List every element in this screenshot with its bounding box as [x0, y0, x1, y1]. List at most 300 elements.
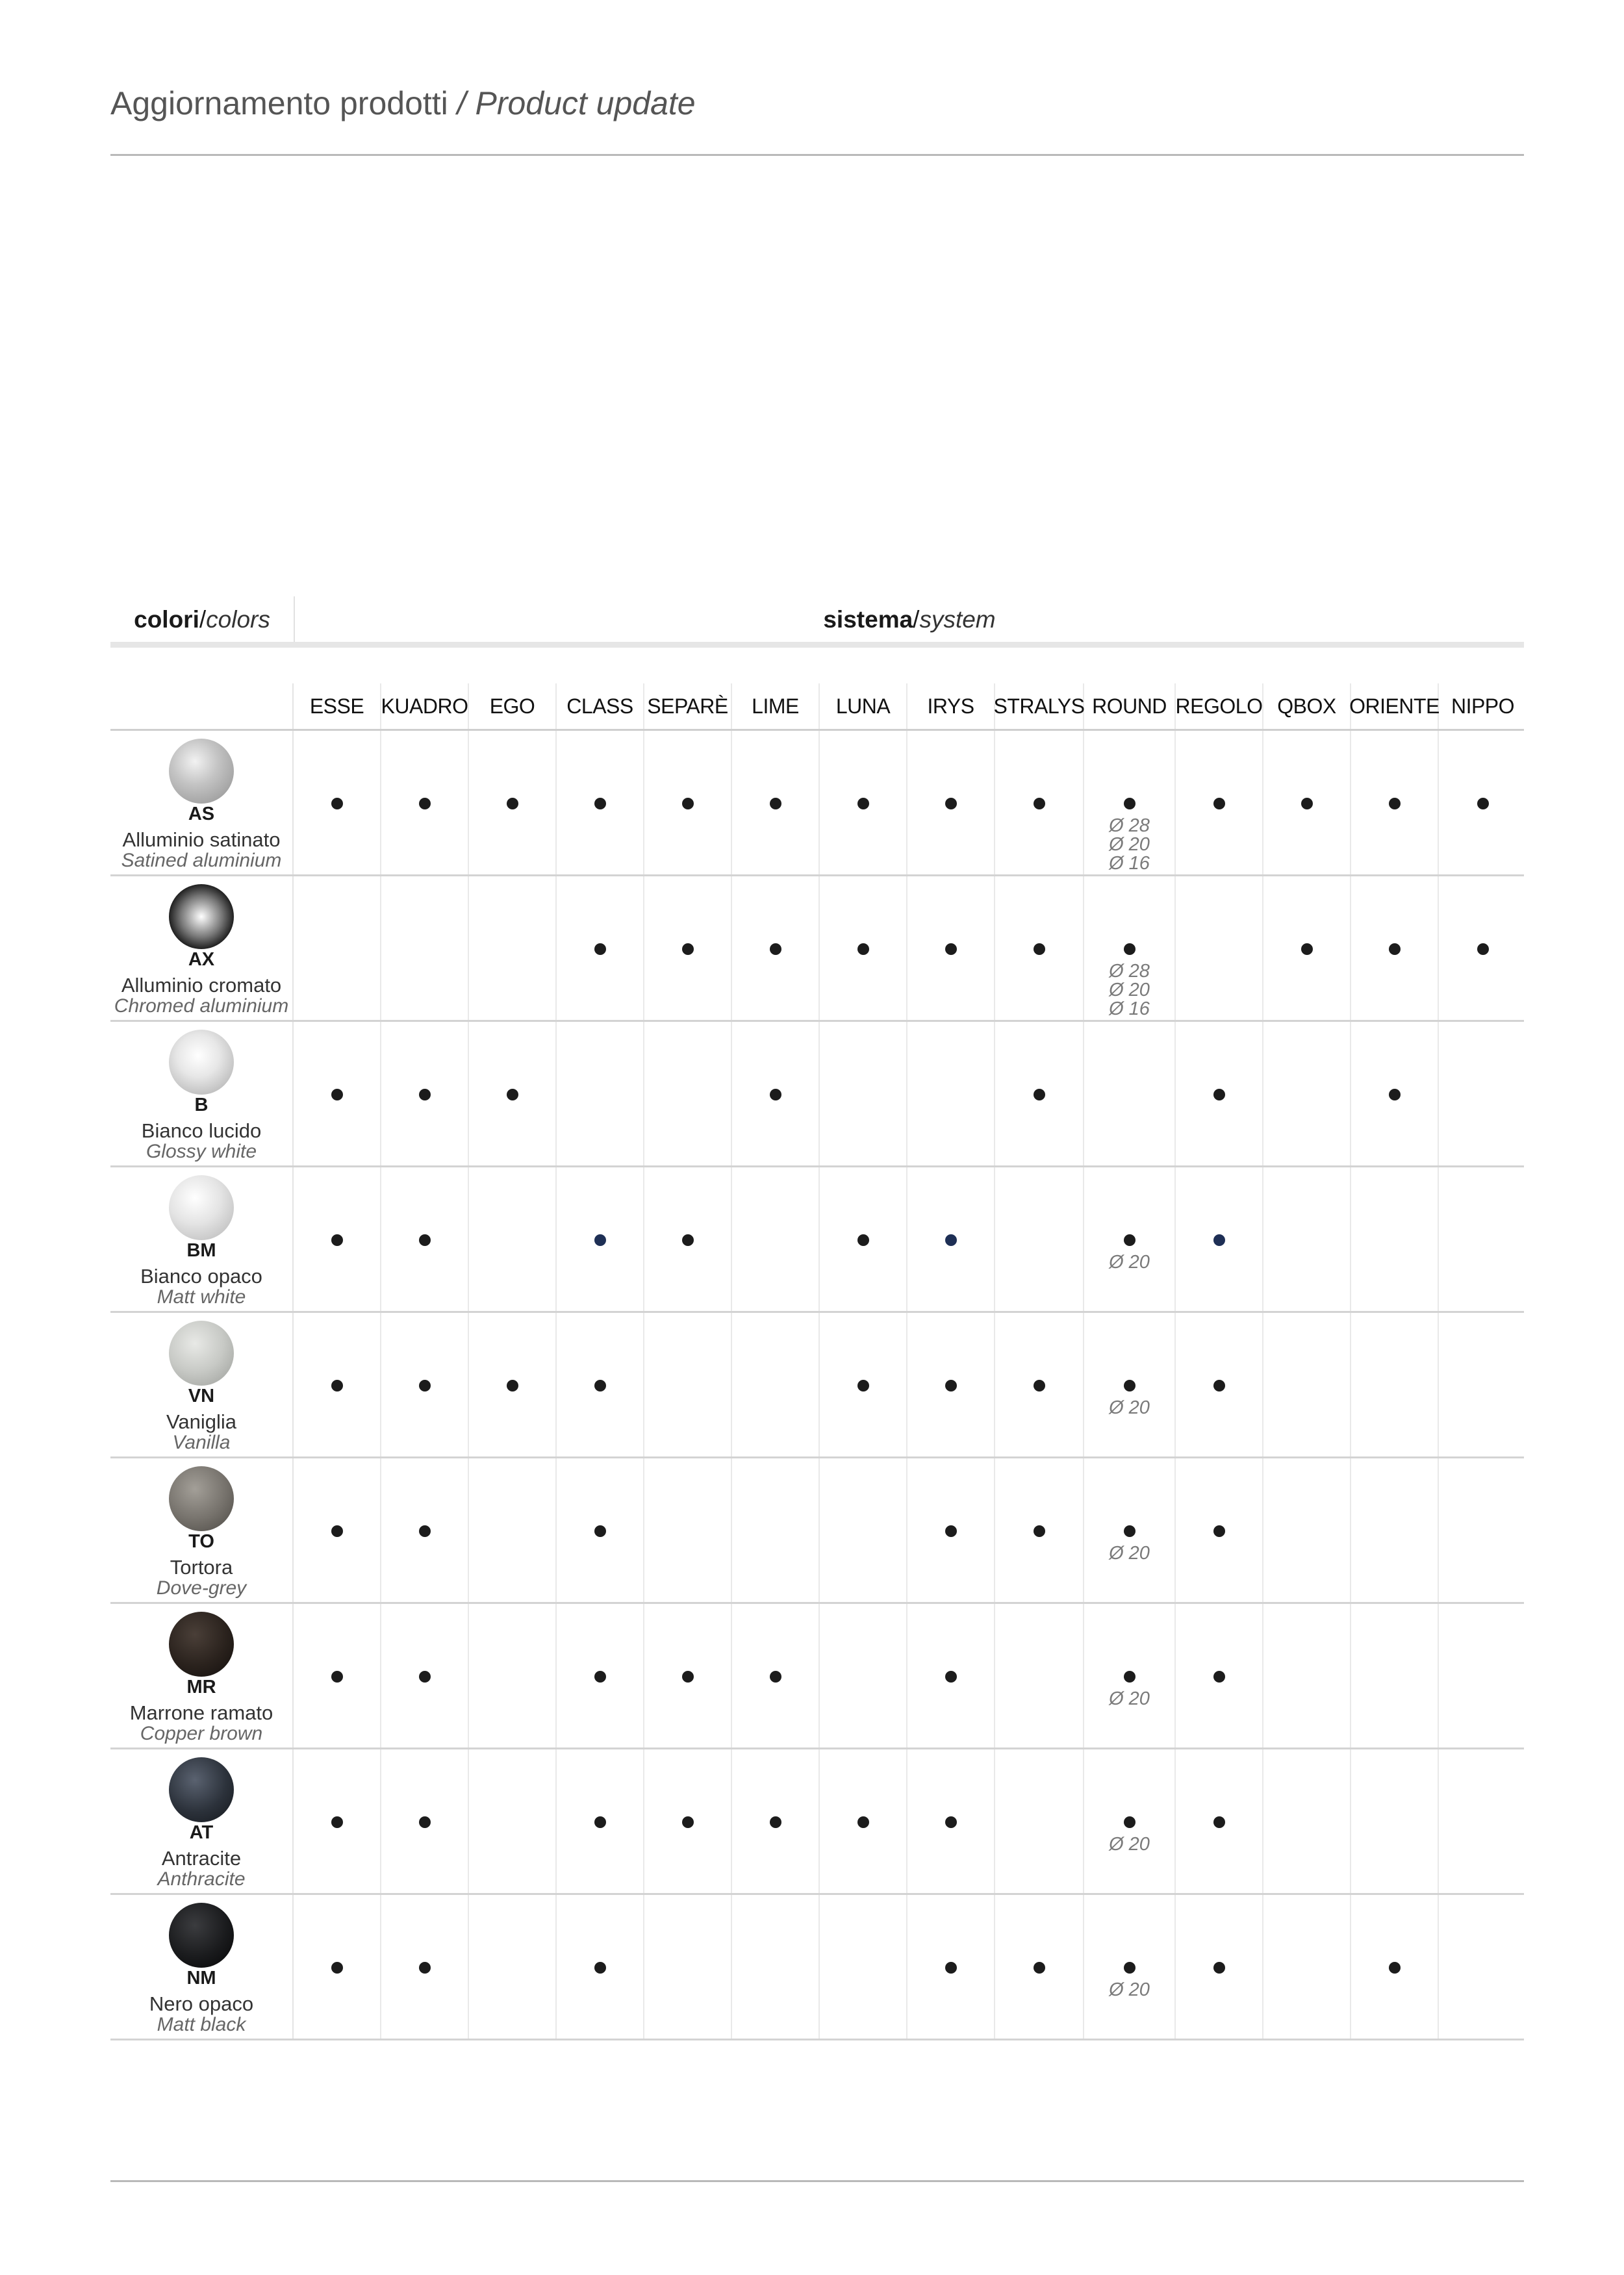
color-code: NM	[186, 1968, 216, 1989]
availability-cell	[820, 1022, 907, 1165]
availability-dot	[1213, 1671, 1225, 1683]
availability-cell	[907, 1313, 995, 1456]
color-swatch	[169, 739, 234, 804]
availability-cell	[1084, 1458, 1176, 1602]
availability-cell	[1176, 731, 1263, 874]
availability-dot	[1034, 1962, 1045, 1974]
availability-cell	[995, 1895, 1084, 2039]
availability-dot	[419, 1962, 431, 1974]
diameter-label: Ø 20	[1109, 980, 1150, 1000]
availability-dot	[1213, 1816, 1225, 1828]
availability-cell	[557, 876, 644, 1020]
color-swatch	[169, 1903, 234, 1968]
table-row	[110, 1022, 1524, 1167]
color-code: AS	[188, 804, 215, 824]
availability-dot	[1389, 1962, 1401, 1974]
system-heading-en: system	[919, 606, 996, 633]
availability-cell	[1263, 876, 1351, 1020]
availability-dot	[331, 798, 343, 809]
system-header-qbox: QBOX	[1263, 683, 1351, 729]
colors-heading	[110, 596, 295, 643]
availability-dot	[857, 943, 869, 955]
availability-dot	[594, 1380, 606, 1392]
color-name-italian: Bianco lucido	[141, 1119, 262, 1142]
availability-cell	[995, 1167, 1084, 1311]
availability-cell	[1263, 1167, 1351, 1311]
availability-dot	[1477, 943, 1489, 955]
color-cell	[110, 1604, 294, 1748]
diameter-label: Ø 20	[1109, 834, 1150, 855]
availability-cell	[557, 1604, 644, 1748]
system-header-oriente: ORIENTE	[1351, 683, 1439, 729]
availability-cell	[820, 876, 907, 1020]
color-name-english: Satined aluminium	[121, 850, 282, 871]
color-cell	[110, 1749, 294, 1893]
availability-cell	[1176, 1022, 1263, 1165]
title-separator: /	[448, 85, 476, 121]
system-header-regolo: REGOLO	[1176, 683, 1263, 729]
color-swatch	[169, 1175, 234, 1240]
color-code: TO	[188, 1531, 214, 1552]
availability-cell	[1176, 1604, 1263, 1748]
color-name-english: Vanilla	[172, 1432, 231, 1453]
color-cell	[110, 1313, 294, 1456]
availability-cell	[294, 876, 381, 1020]
availability-cell	[907, 1604, 995, 1748]
color-name-english: Anthracite	[157, 1868, 246, 1890]
availability-dot	[1124, 798, 1136, 809]
availability-dot	[1124, 1234, 1136, 1246]
system-header-lime: LIME	[732, 683, 820, 729]
availability-dot	[331, 1525, 343, 1537]
header-color-cell	[110, 683, 294, 729]
availability-cell	[820, 1167, 907, 1311]
availability-cell	[820, 1895, 907, 2039]
availability-dot	[331, 1380, 343, 1392]
availability-dot	[945, 1525, 957, 1537]
availability-cell	[820, 1749, 907, 1893]
availability-dot	[945, 1962, 957, 1974]
availability-cell	[469, 731, 557, 874]
availability-cell	[820, 1313, 907, 1456]
availability-dot	[331, 1816, 343, 1828]
availability-dot	[594, 1962, 606, 1974]
availability-dot	[419, 798, 431, 809]
availability-cell	[557, 1458, 644, 1602]
availability-dot	[331, 1089, 343, 1100]
availability-cell	[1084, 1313, 1176, 1456]
colors-heading-en: colors	[206, 606, 270, 633]
availability-dot	[419, 1089, 431, 1100]
availability-cell	[1084, 1167, 1176, 1311]
color-cell	[110, 1022, 294, 1165]
diameter-label: Ø 20	[1109, 1979, 1150, 2000]
availability-cell	[469, 1895, 557, 2039]
availability-dot	[1034, 1089, 1045, 1100]
availability-cell	[469, 1022, 557, 1165]
availability-cell	[1439, 876, 1527, 1020]
availability-dot	[1213, 1962, 1225, 1974]
table-row	[110, 1604, 1524, 1749]
availability-dot	[682, 943, 694, 955]
availability-dot	[682, 1671, 694, 1683]
availability-cell	[644, 731, 732, 874]
system-header-class: CLASS	[557, 683, 644, 729]
availability-cell	[1176, 1895, 1263, 2039]
availability-dot	[331, 1671, 343, 1683]
diameter-label: Ø 20	[1109, 1834, 1150, 1855]
availability-cell	[381, 1749, 469, 1893]
availability-cell	[469, 1604, 557, 1748]
title-english: Product update	[475, 85, 696, 121]
color-cell	[110, 731, 294, 874]
availability-cell	[1084, 1895, 1176, 2039]
availability-cell	[995, 731, 1084, 874]
availability-dot	[1034, 943, 1045, 955]
availability-cell	[469, 876, 557, 1020]
availability-cell	[820, 1604, 907, 1748]
color-name-english: Matt white	[157, 1286, 246, 1308]
availability-dot	[770, 1089, 781, 1100]
availability-cell	[469, 1167, 557, 1311]
round-diameters	[1084, 1399, 1174, 1417]
availability-cell	[381, 1022, 469, 1165]
system-heading-it: sistema	[823, 606, 913, 633]
availability-dot	[1213, 798, 1225, 809]
table-row	[110, 1167, 1524, 1313]
section-header-underline	[110, 642, 1524, 648]
availability-dot	[770, 1671, 781, 1683]
header-divider	[110, 154, 1524, 156]
footer-divider	[110, 2180, 1524, 2182]
availability-cell	[644, 1458, 732, 1602]
diameter-label: Ø 20	[1109, 1688, 1150, 1709]
availability-cell	[995, 1749, 1084, 1893]
diameter-label: Ø 20	[1109, 1252, 1150, 1273]
availability-cell	[381, 1604, 469, 1748]
availability-cell	[381, 1313, 469, 1456]
availability-cell	[1084, 1749, 1176, 1893]
table-row	[110, 1749, 1524, 1895]
availability-cell	[557, 1022, 644, 1165]
availability-dot	[945, 1234, 957, 1246]
color-cell	[110, 876, 294, 1020]
availability-cell	[1263, 1022, 1351, 1165]
availability-dot	[1213, 1525, 1225, 1537]
table-row	[110, 1458, 1524, 1604]
availability-cell	[1351, 1313, 1439, 1456]
color-swatch	[169, 1612, 234, 1677]
round-diameters	[1084, 1544, 1174, 1563]
availability-cell	[907, 731, 995, 874]
availability-cell	[995, 1458, 1084, 1602]
availability-cell	[294, 1604, 381, 1748]
availability-cell	[1263, 1313, 1351, 1456]
round-diameters	[1084, 817, 1174, 873]
availability-dot	[1213, 1380, 1225, 1392]
colors-heading-sep: /	[199, 606, 207, 633]
availability-dot	[419, 1234, 431, 1246]
color-swatch	[169, 1030, 234, 1095]
availability-dot	[419, 1525, 431, 1537]
diameter-label: Ø 28	[1109, 815, 1150, 836]
color-code: AX	[188, 949, 215, 970]
availability-cell	[732, 1313, 820, 1456]
availability-cell	[1263, 731, 1351, 874]
system-header-round: ROUND	[1084, 683, 1176, 729]
availability-cell	[732, 1167, 820, 1311]
availability-dot	[770, 1816, 781, 1828]
availability-dot	[945, 798, 957, 809]
availability-cell	[907, 1167, 995, 1311]
availability-dot	[945, 1380, 957, 1392]
availability-dot	[682, 1816, 694, 1828]
color-name-italian: Alluminio satinato	[122, 828, 281, 851]
availability-dot	[945, 943, 957, 955]
color-name-english: Matt black	[157, 2014, 246, 2035]
availability-dot	[331, 1234, 343, 1246]
availability-cell	[995, 1604, 1084, 1748]
availability-cell	[1084, 1604, 1176, 1748]
round-diameters	[1084, 1690, 1174, 1709]
availability-dot	[419, 1816, 431, 1828]
availability-dot	[507, 1380, 518, 1392]
availability-cell	[381, 876, 469, 1020]
color-swatch	[169, 1466, 234, 1531]
availability-cell	[557, 731, 644, 874]
availability-cell	[469, 1313, 557, 1456]
system-header-stralys: STRALYS	[995, 683, 1084, 729]
availability-cell	[1351, 1895, 1439, 2039]
availability-cell	[469, 1749, 557, 1893]
availability-cell	[1351, 876, 1439, 1020]
availability-cell	[1351, 1749, 1439, 1893]
availability-cell	[1351, 1022, 1439, 1165]
availability-cell	[294, 731, 381, 874]
color-swatch	[169, 1757, 234, 1822]
color-name-italian: Marrone ramato	[129, 1701, 273, 1724]
availability-cell	[1263, 1604, 1351, 1748]
color-code: VN	[188, 1386, 215, 1406]
availability-cell	[644, 1022, 732, 1165]
availability-dot	[1034, 798, 1045, 809]
availability-cell	[294, 1749, 381, 1893]
color-name-italian: Bianco opaco	[140, 1265, 262, 1288]
availability-cell	[1439, 1458, 1527, 1602]
availability-cell	[820, 731, 907, 874]
availability-dot	[1124, 1816, 1136, 1828]
availability-cell	[732, 1604, 820, 1748]
colors-heading-it: colori	[134, 606, 199, 633]
availability-cell	[995, 1313, 1084, 1456]
color-name-italian: Vaniglia	[166, 1410, 236, 1433]
availability-cell	[1263, 1895, 1351, 2039]
availability-dot	[1301, 798, 1313, 809]
availability-cell	[381, 1167, 469, 1311]
availability-dot	[1124, 1525, 1136, 1537]
availability-cell	[732, 731, 820, 874]
availability-dot	[682, 1234, 694, 1246]
availability-cell	[294, 1458, 381, 1602]
availability-cell	[1439, 1167, 1527, 1311]
availability-cell	[1351, 1167, 1439, 1311]
availability-cell	[294, 1022, 381, 1165]
availability-cell	[294, 1313, 381, 1456]
availability-dot	[857, 1234, 869, 1246]
availability-cell	[907, 1458, 995, 1602]
availability-dot	[1477, 798, 1489, 809]
availability-dot	[1213, 1234, 1225, 1246]
availability-cell	[1439, 1895, 1527, 2039]
availability-cell	[1176, 1167, 1263, 1311]
color-name-english: Glossy white	[146, 1141, 257, 1162]
color-name-english: Dove-grey	[156, 1577, 247, 1599]
system-header-luna: LUNA	[820, 683, 907, 729]
availability-cell	[1176, 1458, 1263, 1602]
diameter-label: Ø 16	[1109, 998, 1150, 1019]
availability-cell	[907, 1895, 995, 2039]
table-row	[110, 1313, 1524, 1458]
availability-cell	[1084, 876, 1176, 1020]
availability-cell	[1263, 1458, 1351, 1602]
system-header-ego: EGO	[469, 683, 557, 729]
availability-dot	[1301, 943, 1313, 955]
color-name-italian: Nero opaco	[149, 1992, 254, 2015]
availability-cell	[907, 1749, 995, 1893]
availability-cell	[1439, 1604, 1527, 1748]
availability-cell	[1084, 731, 1176, 874]
availability-dot	[594, 1816, 606, 1828]
availability-dot	[419, 1380, 431, 1392]
availability-cell	[644, 876, 732, 1020]
color-name-italian: Alluminio cromato	[121, 974, 282, 997]
round-diameters	[1084, 1253, 1174, 1272]
system-heading-sep: /	[913, 606, 920, 633]
availability-cell	[469, 1458, 557, 1602]
availability-dot	[770, 798, 781, 809]
availability-dot	[770, 943, 781, 955]
diameter-label: Ø 28	[1109, 961, 1150, 982]
availability-dot	[682, 798, 694, 809]
availability-dot	[857, 798, 869, 809]
availability-dot	[594, 1671, 606, 1683]
color-code: MR	[186, 1677, 216, 1697]
availability-dot	[594, 943, 606, 955]
table-row	[110, 876, 1524, 1022]
availability-dot	[1034, 1380, 1045, 1392]
color-cell	[110, 1895, 294, 2039]
availability-cell	[381, 1458, 469, 1602]
availability-cell	[1176, 1313, 1263, 1456]
round-diameters	[1084, 1981, 1174, 2000]
color-cell	[110, 1458, 294, 1602]
color-swatch	[169, 884, 234, 949]
availability-cell	[381, 731, 469, 874]
diameter-label: Ø 20	[1109, 1543, 1150, 1564]
availability-dot	[1124, 1671, 1136, 1683]
color-code: AT	[189, 1822, 214, 1843]
availability-cell	[732, 1458, 820, 1602]
availability-cell	[907, 876, 995, 1020]
availability-dot	[594, 1234, 606, 1246]
availability-cell	[557, 1313, 644, 1456]
availability-dot	[1124, 1380, 1136, 1392]
color-name-english: Copper brown	[140, 1723, 263, 1744]
color-cell	[110, 1167, 294, 1311]
availability-cell	[995, 1022, 1084, 1165]
availability-cell	[995, 876, 1084, 1020]
availability-cell	[732, 876, 820, 1020]
availability-cell	[1263, 1749, 1351, 1893]
availability-cell	[294, 1895, 381, 2039]
section-header	[110, 596, 1524, 643]
system-header-kuadro: KUADRO	[381, 683, 469, 729]
availability-cell	[557, 1895, 644, 2039]
color-name-italian: Antracite	[161, 1847, 242, 1870]
availability-cell	[557, 1749, 644, 1893]
availability-cell	[732, 1749, 820, 1893]
availability-cell	[1176, 1749, 1263, 1893]
round-diameters	[1084, 962, 1174, 1019]
page-title	[110, 84, 696, 122]
availability-cell	[644, 1749, 732, 1893]
availability-cell	[1351, 1604, 1439, 1748]
availability-cell	[644, 1167, 732, 1311]
color-code: B	[194, 1095, 209, 1115]
availability-cell	[1439, 1022, 1527, 1165]
availability-cell	[1439, 1313, 1527, 1456]
availability-cell	[1351, 1458, 1439, 1602]
availability-dot	[1389, 798, 1401, 809]
table-header-row	[110, 683, 1524, 731]
availability-cell	[1439, 731, 1527, 874]
availability-dot	[1389, 943, 1401, 955]
availability-dot	[331, 1962, 343, 1974]
color-name-italian: Tortora	[170, 1556, 233, 1579]
availability-dot	[1389, 1089, 1401, 1100]
system-header-esse: ESSE	[294, 683, 381, 729]
availability-dot	[507, 798, 518, 809]
availability-dot	[1213, 1089, 1225, 1100]
color-code: BM	[186, 1240, 216, 1261]
availability-cell	[820, 1458, 907, 1602]
color-name-english: Chromed aluminium	[114, 995, 289, 1017]
availability-dot	[945, 1816, 957, 1828]
availability-cell	[644, 1895, 732, 2039]
availability-dot	[857, 1380, 869, 1392]
availability-cell	[1084, 1022, 1176, 1165]
color-system-table	[110, 683, 1524, 2040]
color-swatch	[169, 1321, 234, 1386]
availability-cell	[1439, 1749, 1527, 1893]
system-header-nippo: NIPPO	[1451, 694, 1515, 718]
availability-cell	[1351, 731, 1439, 874]
availability-cell	[557, 1167, 644, 1311]
title-italian: Aggiornamento prodotti	[110, 85, 448, 121]
availability-cell	[1176, 876, 1263, 1020]
availability-cell	[644, 1313, 732, 1456]
system-heading	[295, 596, 1524, 643]
table-row	[110, 731, 1524, 876]
availability-cell	[732, 1022, 820, 1165]
availability-dot	[507, 1089, 518, 1100]
availability-cell	[907, 1022, 995, 1165]
round-diameters	[1084, 1835, 1174, 1854]
diameter-label: Ø 16	[1109, 853, 1150, 874]
availability-dot	[594, 798, 606, 809]
availability-cell	[732, 1895, 820, 2039]
availability-dot	[857, 1816, 869, 1828]
